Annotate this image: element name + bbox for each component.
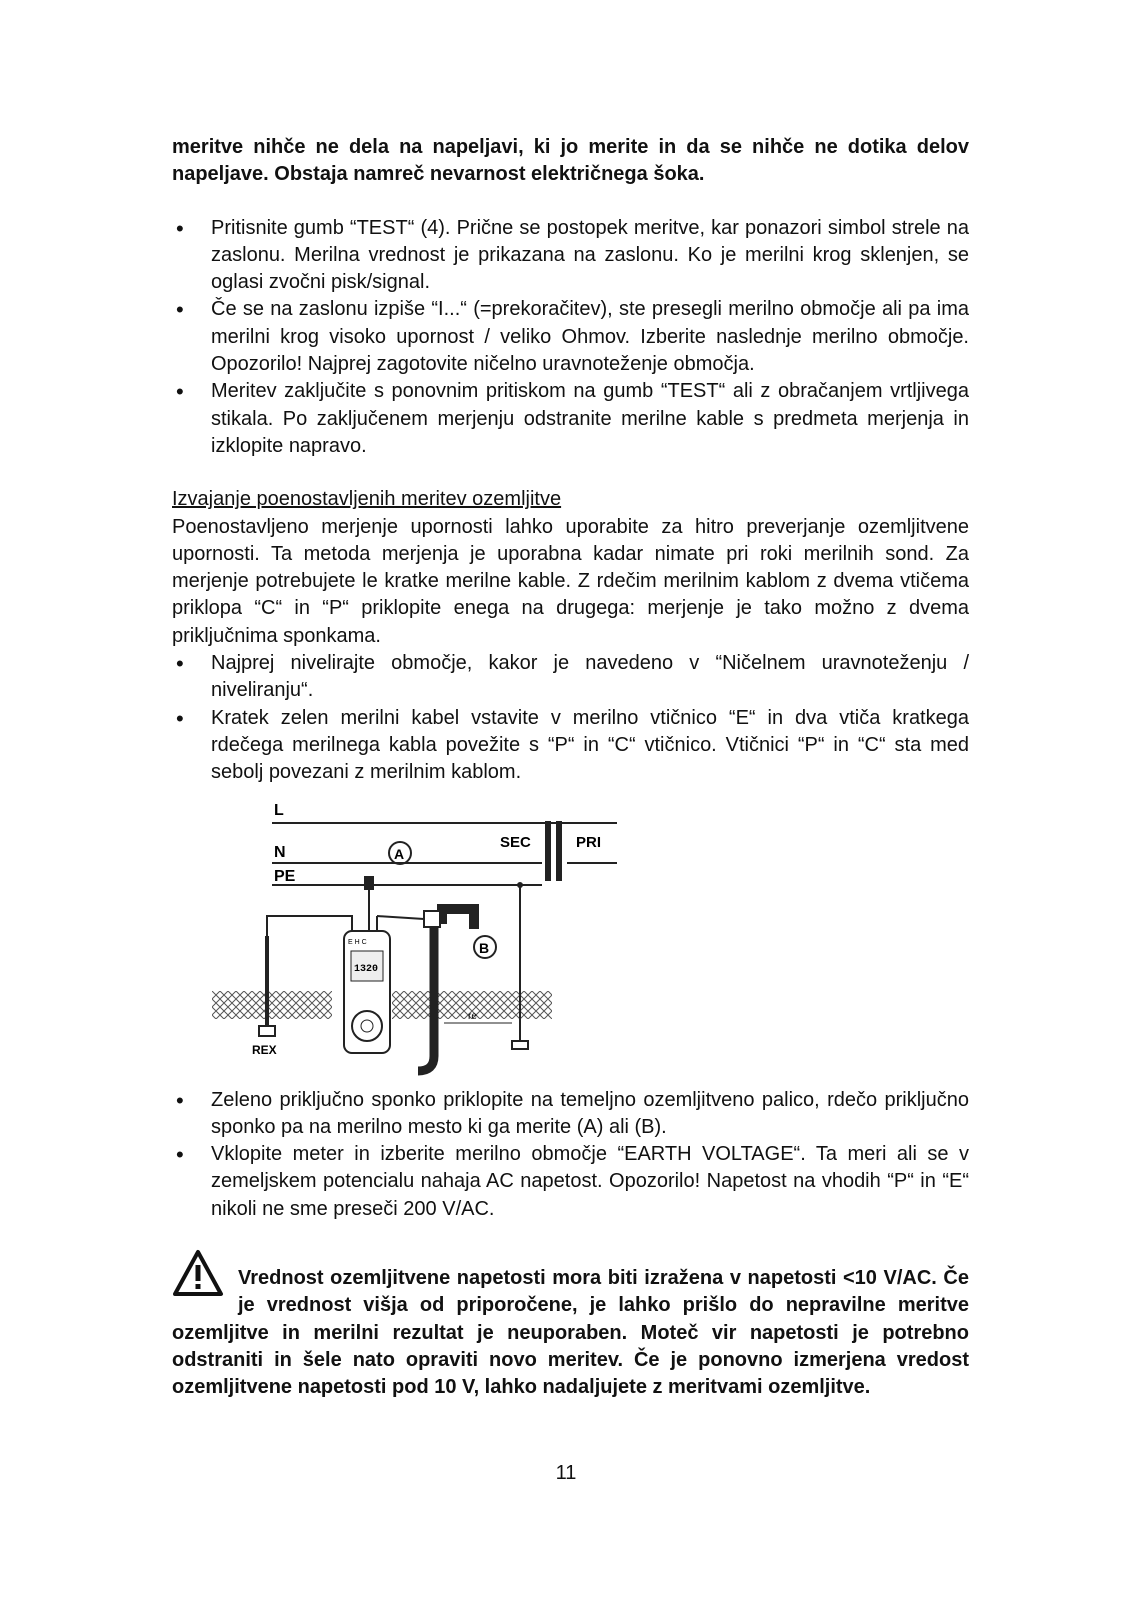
transformer-pri-core	[556, 821, 562, 881]
label-re: re	[468, 1010, 477, 1022]
list-item: • Meritev zaključite s ponovnim pritiskom na gumb “TEST“ ali z obračanjem vrtljivega stikala. Po zaključenem merjenju odstranite merilne kable s predmeta merjenja in izklopite napravo.	[172, 378, 969, 460]
red-cable-pipe	[377, 916, 424, 931]
label-l: L	[274, 801, 284, 819]
label-b: B	[479, 939, 490, 956]
list-item: • Kratek zelen merilni kabel vstavite v merilno vtičnico “E“ in dva vtiča kratkega rdečega merilnega kabla povežite s “P“ in “C“ vtičnico. Vtičnici “P“ in “C“ sta med sebolj povezani z merilnim kablom.	[172, 705, 969, 787]
list-item: • Najprej nivelirajte območje, kakor je navedeno v “Ničelnem uravnoteženju / niveliranju“.	[172, 650, 969, 705]
list-item: • Vklopite meter in izberite merilno območje “EARTH VOLTAGE“. Ta meri ali se v zemeljskem potencialu nahaja AC napetost. Opozorilo! Napetost na vhodih “P“ in “E“ nikoli ne sme preseči 200 V/AC.	[172, 1141, 969, 1223]
list-item: • Pritisnite gumb “TEST“ (4). Prične se postopek meritve, kar ponazori simbol strele na zaslonu. Merilna vrednost je prikazana na zaslonu. Ko je merilni krog sklenjen, se oglasi zvočni pisk/signal.	[172, 215, 969, 297]
meter-display: 1320	[354, 963, 379, 975]
list-item: • Zeleno priključno sponko priklopite na temeljno ozemljitveno palico, rdečo priključno sponko pa na merilno mesto ki ga merite (A) ali (B).	[172, 1087, 969, 1142]
warning-text: Vrednost ozemljitvene napetosti mora biti izražena v napetosti <10 V/AC. Če je vrednost višja od priporočene, je lahko prišlo do nepravilne meritve ozemljitve in merilni rezultat je neuporaben. Moteč vir napetosti je potrebno odstraniti in šele nato opraviti novo meritev. Če je ponovno izmerjena vredost ozemljitvene napetosti pod 10 V, lahko nadaljujete z meritvami ozemljitve.	[172, 1267, 969, 1399]
label-pri: PRI	[576, 833, 602, 851]
label-n: N	[274, 843, 286, 861]
page-content	[172, 134, 969, 1402]
earth-measurement-diagram	[172, 791, 969, 1081]
bullet-list-1	[172, 215, 969, 461]
pipe-clamp	[424, 911, 440, 927]
transformer-sec-core	[545, 821, 551, 881]
bullet-list-3	[172, 1087, 969, 1223]
list-item: • Če se na zaslonu izpiše “I...“ (=prekoračitev), ste presegli merilno območje ali pa ima merilni krog visoko upornost / veliko Ohmov. Izberite naslednje merilno območje. Opozorilo! Najprej zagotovite ničelno uravnoteženje območja.	[172, 296, 969, 378]
label-rex: REX	[252, 1042, 277, 1057]
label-sec: SEC	[500, 833, 531, 851]
ground-strip-left	[212, 991, 332, 1019]
section-paragraph: Poenostavljeno merjenje upornosti lahko uporabite za hitro preverjanje ozemljitvene upornosti. Ta metoda merjenja je uporabna kadar nimate pri roki merilnih sond. Za merjenje potrebujete le kratke merilne kable. Z rdečim merilnim kablom z dvema vtičema priklopa “C“ in “P“ priklopite enega na drugega: merjenje je tako možno z dvema priključnima sponkama.	[172, 515, 969, 647]
section-heading: Izvajanje poenostavljenih meritev ozemljitve	[172, 488, 562, 511]
intro-warning-paragraph: meritve nihče ne dela na napeljavi, ki jo merite in da se nihče ne dotika delov napeljave. Obstaja namreč nevarnost električnega šoka.	[172, 136, 969, 186]
bullet-list-2	[172, 650, 969, 786]
green-cable	[267, 916, 352, 936]
page-number: 11	[555, 1462, 577, 1484]
warning-triangle-icon	[172, 1249, 224, 1297]
warning-block	[172, 1249, 969, 1401]
label-pe: PE	[274, 867, 296, 885]
label-a: A	[394, 845, 405, 862]
earth-tester-meter	[344, 931, 390, 1053]
wiring-diagram	[212, 791, 672, 1081]
meter-terminals: E H C	[348, 938, 367, 946]
